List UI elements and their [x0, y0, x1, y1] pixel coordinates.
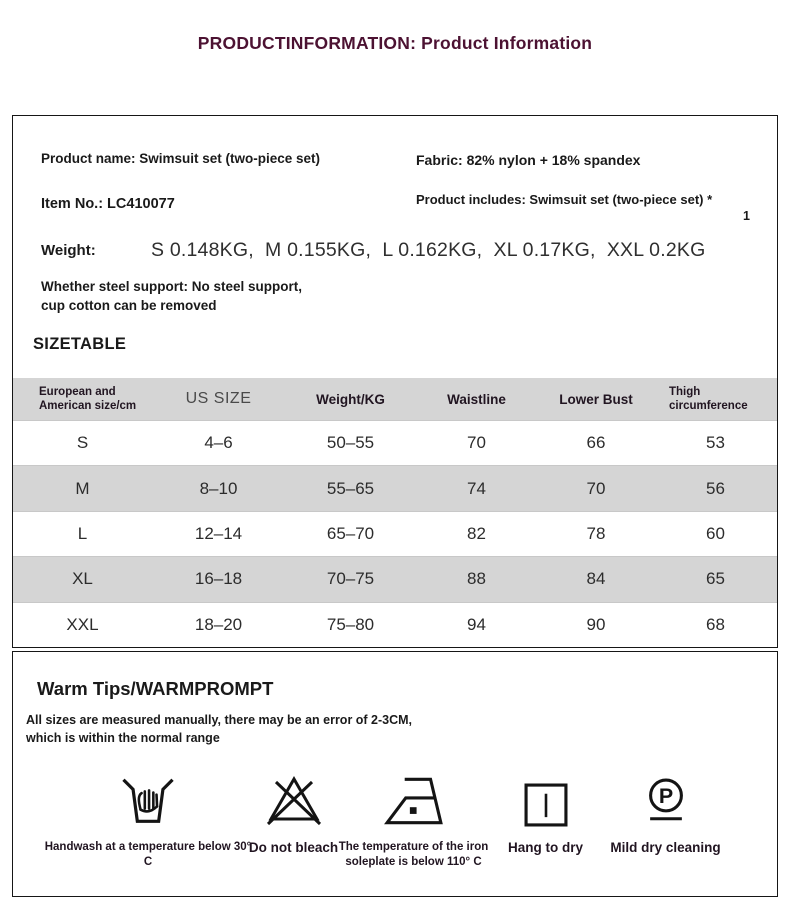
cell-weight: 50–55	[326, 433, 375, 453]
care-label-do-not-bleach: Do not bleach	[248, 840, 339, 855]
cell-waistline: 70	[467, 433, 486, 453]
cell-thigh: 65	[706, 569, 725, 589]
item-number-text: Item No.: LC410077	[41, 196, 175, 212]
warm-tips-panel	[12, 651, 778, 897]
cell-thigh: 53	[706, 433, 725, 453]
cell-thigh: 56	[706, 478, 725, 498]
hang-to-dry-icon	[520, 754, 572, 832]
cell-size: M	[75, 478, 90, 498]
fabric-text: Fabric: 82% nylon + 18% spandex	[416, 152, 641, 168]
table-row-xxl	[13, 602, 777, 647]
cell-waistline: 88	[467, 569, 486, 589]
table-row-m	[13, 465, 777, 510]
care-label-handwash: Handwash at a temperature below 30° C	[44, 841, 252, 868]
cell-weight: 75–80	[326, 614, 375, 634]
col-header-thigh: Thigh circumference	[669, 386, 748, 412]
cell-lower-bust: 84	[586, 569, 606, 589]
col-header-lower-bust: Lower Bust	[559, 391, 633, 407]
cell-lower-bust: 70	[586, 478, 606, 498]
cell-us-size: 4–6	[204, 433, 233, 453]
product-includes-qty: 1	[743, 209, 750, 223]
steel-support-line2: cup cotton can be removed	[41, 298, 217, 313]
handwash-icon	[116, 754, 180, 832]
steel-support-line1: Whether steel support: No steel support,	[41, 279, 303, 294]
cell-thigh: 68	[706, 614, 725, 634]
cell-us-size: 16–18	[194, 569, 243, 589]
cell-waistline: 82	[467, 524, 486, 544]
table-row-s	[13, 420, 777, 465]
care-item-iron	[331, 754, 496, 870]
cell-weight: 65–70	[326, 524, 375, 544]
cell-us-size: 18–20	[194, 614, 243, 634]
product-includes-text: Product includes: Swimsuit set (two-piece set) *	[416, 192, 713, 207]
product-includes-block	[416, 192, 758, 223]
care-label-iron: The temperature of the iron soleplate is below 110° C	[338, 841, 489, 868]
cell-lower-bust: 78	[586, 524, 606, 544]
cell-us-size: 8–10	[199, 478, 238, 498]
cell-thigh: 60	[706, 524, 725, 544]
weight-label: Weight:	[41, 242, 96, 259]
cell-us-size: 12–14	[194, 524, 243, 544]
col-header-waistline: Waistline	[447, 391, 506, 407]
care-item-dry-cleaning	[568, 754, 763, 855]
warm-tips-note-line1: All sizes are measured manually, there may be an error of 2-3CM,	[26, 713, 413, 727]
size-table-header-row	[13, 378, 777, 420]
table-row-xl	[13, 556, 777, 601]
cell-size: XL	[72, 569, 93, 589]
cell-lower-bust: 90	[586, 614, 606, 634]
weight-values-text: S 0.148KG, M 0.155KG, L 0.162KG, XL 0.17KG, XXL 0.2KG	[151, 239, 706, 261]
cell-size: S	[76, 433, 89, 453]
iron-low-temp-icon	[382, 754, 446, 832]
col-header-eu-us-size: European and American size/cm	[39, 386, 137, 412]
page-title: PRODUCTINFORMATION: Product Information	[197, 33, 593, 53]
svg-text:P: P	[658, 783, 673, 808]
care-label-dry-cleaning: Mild dry cleaning	[610, 840, 721, 855]
col-header-weight: Weight/KG	[316, 391, 385, 407]
cell-weight: 55–65	[326, 478, 375, 498]
care-label-hang-dry: Hang to dry	[507, 840, 583, 855]
product-name-text: Product name: Swimsuit set (two-piece set)	[41, 151, 321, 166]
cell-lower-bust: 66	[586, 433, 606, 453]
mild-dry-cleaning-icon	[638, 754, 694, 832]
cell-size: XXL	[66, 614, 99, 634]
cell-waistline: 94	[467, 614, 486, 634]
cell-weight: 70–75	[326, 569, 375, 589]
size-table	[13, 378, 777, 647]
table-row-l	[13, 511, 777, 556]
warm-tips-heading: Warm Tips/WARMPROMPT	[37, 678, 274, 699]
product-info-panel	[12, 115, 778, 648]
cell-size: L	[77, 524, 88, 544]
warm-tips-note-line2: which is within the normal range	[26, 731, 220, 745]
cell-waistline: 74	[467, 478, 486, 498]
do-not-bleach-icon	[264, 754, 324, 832]
col-header-us-size: US SIZE	[185, 390, 252, 407]
size-table-heading: SIZETABLE	[33, 335, 127, 353]
